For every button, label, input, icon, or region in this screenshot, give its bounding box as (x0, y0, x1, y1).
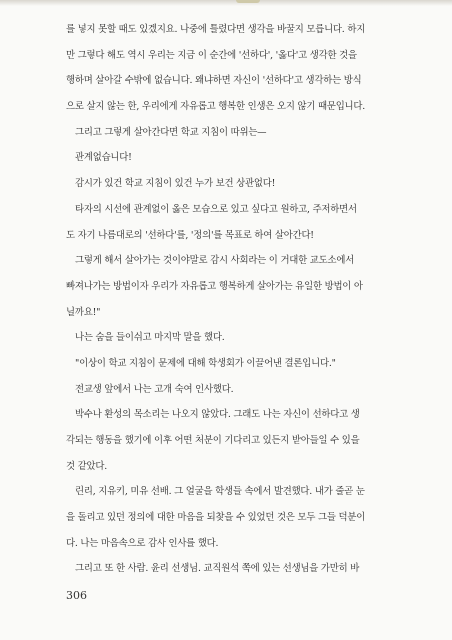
page-top-mark (236, 0, 260, 3)
text-line: 빠져나가는 방법이자 우리가 자유롭고 행복하게 살아가는 유일한 방법이 아 (66, 280, 363, 292)
text-line: 전교생 앞에서 나는 고개 숙여 인사했다. (75, 383, 234, 395)
text-line: 감시가 있건 학교 지침이 있건 누가 보건 상관없다! (75, 178, 276, 190)
text-line: 관계없습니다! (75, 152, 132, 164)
page-top-shadow (0, 0, 452, 6)
text-line: 만 그렇다 해도 역시 우리는 지금 이 순간에 '선하다', '옳다'고 생각한 것을 (66, 49, 357, 61)
text-line: 다. 나는 마음속으로 감사 인사를 했다. (66, 537, 219, 549)
text-line: 린리, 지유키, 미유 선배. 그 얼굴을 학생들 속에서 발견했다. 내가 줄곧 눈 (75, 486, 365, 498)
text-line: 그리고 또 한 사람. 윤리 선생님. 교직원석 쪽에 있는 선생님을 가만히 바 (75, 563, 360, 575)
text-line: 것 같았다. (66, 460, 107, 472)
text-line: 을 돌리고 있던 정의에 대한 마음을 되찾을 수 있었던 것은 모두 그들 덕분이 (66, 512, 366, 524)
text-line: 닐까요!" (66, 306, 101, 318)
text-line: 도 자기 나름대로의 '선하다'를, '정의'를 목표로 하여 살아간다! (66, 229, 314, 241)
text-line: 를 넣지 못할 때도 있겠지요. 나중에 틀렸다면 생각을 바꿀지 모릅니다. 하지 (66, 24, 366, 35)
text-line: 그리고 그렇게 살아간다면 학교 지침이 따위는— (75, 126, 267, 138)
text-line: 그렇게 해서 살아가는 것이야말로 감시 사회라는 이 거대한 교도소에서 (75, 255, 355, 267)
text-line: 박수나 환성의 목소리는 나오지 않았다. 그래도 나는 자신이 선하다고 생 (75, 409, 360, 421)
text-line: 으로 살지 않는 한, 우리에게 자유롭고 행복한 인생은 오지 않기 때문입니다. (66, 101, 366, 113)
text-line: "이상이 학교 지침이 문제에 대해 학생회가 이끌어낸 결론입니다." (75, 357, 336, 369)
body-text (66, 17, 418, 582)
text-line: 행하며 살아갈 수밖에 없습니다. 왜냐하면 자신이 '선하다'고 생각하는 방식 (66, 75, 362, 87)
text-line: 타자의 시선에 관계없이 옳은 모습으로 있고 싶다고 원하고, 주저하면서 (75, 203, 357, 215)
page-number: 306 (66, 589, 87, 602)
text-line: 각되는 행동을 했기에 이후 어떤 처분이 기다리고 있든지 받아들일 수 있을 (66, 435, 360, 446)
text-line: 나는 숨을 들이쉬고 마지막 말을 했다. (75, 332, 225, 344)
